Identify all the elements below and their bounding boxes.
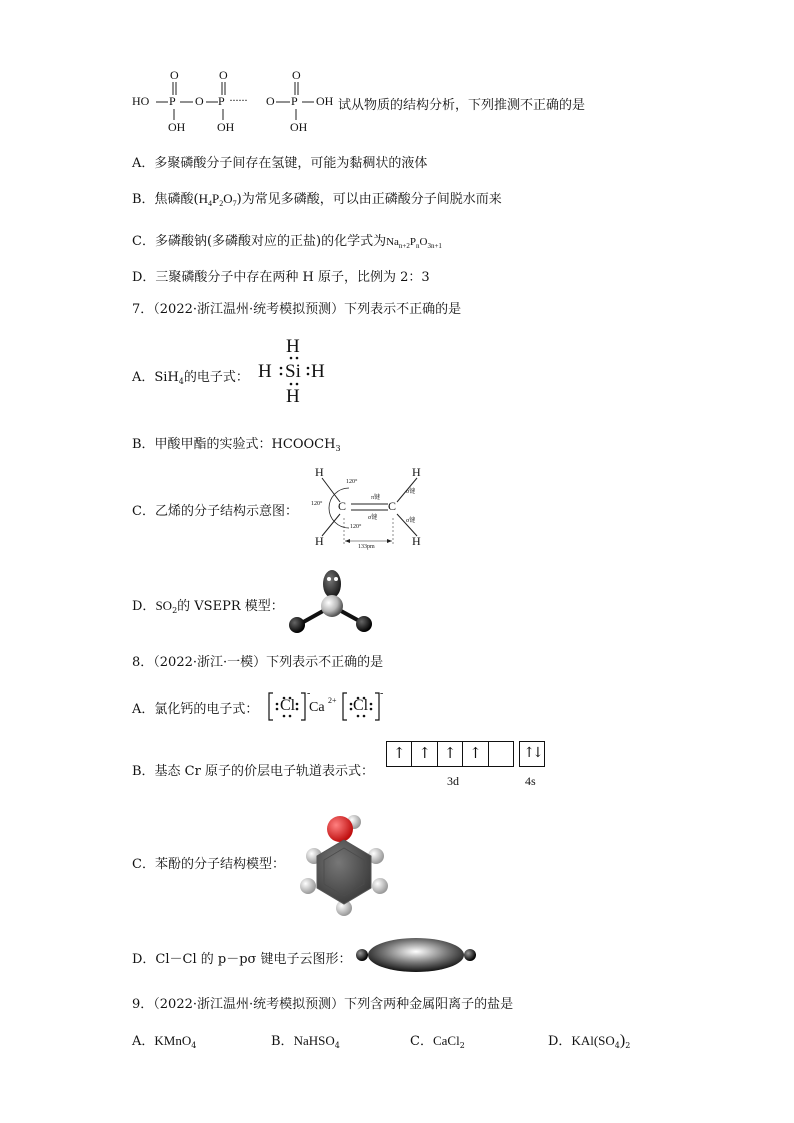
polyphosphate-bonds [0, 0, 794, 140]
bridge-oxygen-1: O [195, 94, 204, 108]
chloride-right: Cl [353, 697, 369, 714]
subscript-2: 2 [459, 1041, 465, 1050]
calcium-charge: 2+ [328, 696, 337, 705]
hydroxyl-right: OH [316, 94, 334, 108]
q9-option-a [132, 1030, 196, 1050]
q6-option-c [132, 230, 442, 250]
sulfur-atom [321, 595, 343, 617]
oxygen-top-3: O [292, 68, 301, 82]
q7-option-d-post: 的 VSEPR 模型： [177, 599, 284, 614]
ethylene-h-top-left: H [315, 465, 324, 479]
q6-option-d: D．三聚磷酸分子中存在两种 H 原子，比例为 2：3 [132, 270, 430, 285]
subscript-3n-plus-1: 3n+1 [427, 242, 442, 250]
subscript-2: 2 [625, 1041, 631, 1050]
q9-stem: 9．（2022·浙江温州·统考模拟预测）下列含两种金属阳离子的盐是 [132, 997, 514, 1012]
phosphorus-3: P [291, 94, 298, 108]
q7-option-a-label: A．SiH [132, 370, 179, 385]
oxygen-atom-right [356, 616, 372, 632]
oxygen-atom [327, 816, 353, 842]
q9-option-b-label: B． [271, 1034, 294, 1049]
q8-option-d: D．Cl－Cl 的 p－pσ 键电子云图形： [132, 952, 352, 967]
q9-option-c-label: C． [410, 1034, 433, 1049]
hydroxyl-bottom-3: OH [290, 120, 308, 134]
q8-stem: 8．（2022·浙江·一模）下列表示不正确的是 [132, 655, 384, 670]
q6-option-a: A．多聚磷酸分子间存在氢键，可能为黏稠状的液体 [132, 156, 428, 171]
ethylene-angle-left: 120° [311, 501, 323, 507]
sih4-h-left: H [258, 361, 272, 382]
hydroxyl-bottom-2: OH [217, 120, 235, 134]
orbital-3d-2: ↑ [412, 742, 437, 766]
oxygen-top-2: O [219, 68, 228, 82]
closing-paren: ) [619, 1032, 626, 1049]
subscript-4: 4 [178, 377, 184, 386]
lone-pair-lobe [323, 570, 341, 598]
sih4-h-bottom: H [286, 386, 300, 407]
q8-option-c: C．苯酚的分子结构模型： [132, 857, 285, 872]
q9-option-b [271, 1030, 340, 1050]
q7-option-b [132, 433, 341, 453]
phenol-space-filling-model [296, 810, 391, 920]
orbital-3d-1: ↑ [387, 742, 412, 766]
subscript-3: 3 [335, 444, 341, 453]
chloride-left: Cl [280, 697, 296, 714]
p-p-sigma-electron-cloud [352, 935, 480, 975]
orbital-3d-box [386, 741, 514, 767]
ethylene-h-top-right: H [412, 465, 421, 479]
pyrophosphoric-formula [199, 191, 237, 206]
orbital-3d-3: ↑ [438, 742, 463, 766]
nahso4-formula: NaHSO [293, 1033, 335, 1048]
sih4-si: Si [285, 361, 301, 382]
orbital-4s-label: 4s [525, 774, 536, 788]
bridge-oxygen-2: O [266, 94, 275, 108]
subscript-4: 4 [208, 199, 213, 208]
phosphorus-2: P [218, 94, 225, 108]
formula-h: H [198, 191, 209, 206]
subscript-2: 2 [172, 606, 178, 615]
q8-option-a: A．氯化钙的电子式： [132, 702, 259, 717]
ethylene-ch-sigma-bottom: σ键 [406, 518, 416, 524]
subscript-4: 4 [334, 1041, 340, 1050]
so2-formula: SO [155, 598, 173, 613]
subscript-4: 4 [614, 1041, 620, 1050]
sih4-h-top: H [286, 336, 300, 357]
sodium-polyphosphate-formula [386, 236, 442, 248]
orbital-4s-box: ↑↓ [519, 741, 545, 767]
q9-option-d [548, 1030, 630, 1050]
hydroxyl-bottom-1: OH [168, 120, 186, 134]
chloride-right-charge: - [380, 688, 384, 699]
q9-option-a-label: A． [132, 1034, 155, 1049]
q6-option-b-post: )为常见多磷酸，可以由正磷酸分子间脱水而来 [236, 192, 502, 207]
subscript-7: 7 [232, 199, 237, 208]
q7-option-c: C．乙烯的分子结构示意图： [132, 504, 298, 519]
ethylene-ch-sigma-top: σ键 [406, 489, 416, 495]
subscript-n-plus-2: n+2 [398, 242, 410, 250]
formula-o: O [223, 191, 233, 206]
cacl2-formula: CaCl [432, 1033, 460, 1048]
ethylene-sigma-label: σ键 [368, 515, 378, 521]
subscript-n: n [416, 242, 420, 250]
orbital-3d-4: ↑ [463, 742, 488, 766]
phosphorus-1: P [169, 94, 176, 108]
formula-p: P [212, 191, 220, 206]
q6-stem: 试从物质的结构分析，下列推测不正确的是 [338, 98, 586, 113]
formula-o: O [419, 236, 428, 248]
ethylene-h-bottom-left: H [315, 534, 324, 548]
ethylene-angle-top: 120° [346, 479, 358, 485]
ethylene-pi-label: π键 [371, 495, 381, 501]
kmno4-formula: KMnO [154, 1033, 192, 1048]
q6-option-c-pre: C．多磷酸钠(多磷酸对应的正盐)的化学式为 [132, 234, 387, 249]
q6-option-b-pre: B．焦磷酸( [132, 192, 199, 207]
q9-option-d-label: D． [548, 1034, 572, 1049]
q7-option-a-post: 的电子式： [183, 370, 249, 385]
q6-option-b [132, 188, 502, 208]
subscript-4: 4 [191, 1041, 197, 1050]
orbital-3d-5 [489, 742, 513, 766]
so2-vsepr-model [285, 568, 375, 636]
q7-option-a [132, 366, 249, 386]
ethylene-c-right: C [388, 499, 397, 513]
ethylene-angle-bottom: 120° [350, 524, 362, 530]
ethylene-bond-length: 133pm [358, 544, 375, 550]
repeat-dots: ······ [229, 93, 247, 107]
q7-option-d [132, 595, 284, 615]
formula-na: Na [386, 236, 399, 248]
oxygen-top-1: O [170, 68, 179, 82]
ethylene-h-bottom-right: H [412, 534, 421, 548]
q7-option-b-text: B．甲酸甲酯的实验式：HCOOCH [132, 437, 336, 452]
q7-option-d-pre: D． [132, 599, 156, 614]
q7-stem: 7．（2022·浙江温州·统考模拟预测）下列表示不正确的是 [132, 302, 462, 317]
q9-option-c [410, 1030, 465, 1050]
oxygen-atom-left [289, 617, 305, 633]
subscript-2: 2 [219, 199, 224, 208]
ethylene-c-left: C [338, 499, 347, 513]
kal-so4-2-formula: KAl(SO [571, 1033, 615, 1048]
calcium-ion: Ca [309, 700, 325, 715]
formula-p: P [409, 236, 416, 248]
orbital-3d-label: 3d [447, 774, 459, 788]
hydroxyl-left: HO [132, 94, 150, 108]
sih4-electron-dots [255, 330, 335, 410]
q8-option-b: B．基态 Cr 原子的价层电子轨道表示式： [132, 764, 374, 779]
sih4-h-right: H [311, 361, 325, 382]
chloride-left-charge: - [307, 688, 311, 699]
